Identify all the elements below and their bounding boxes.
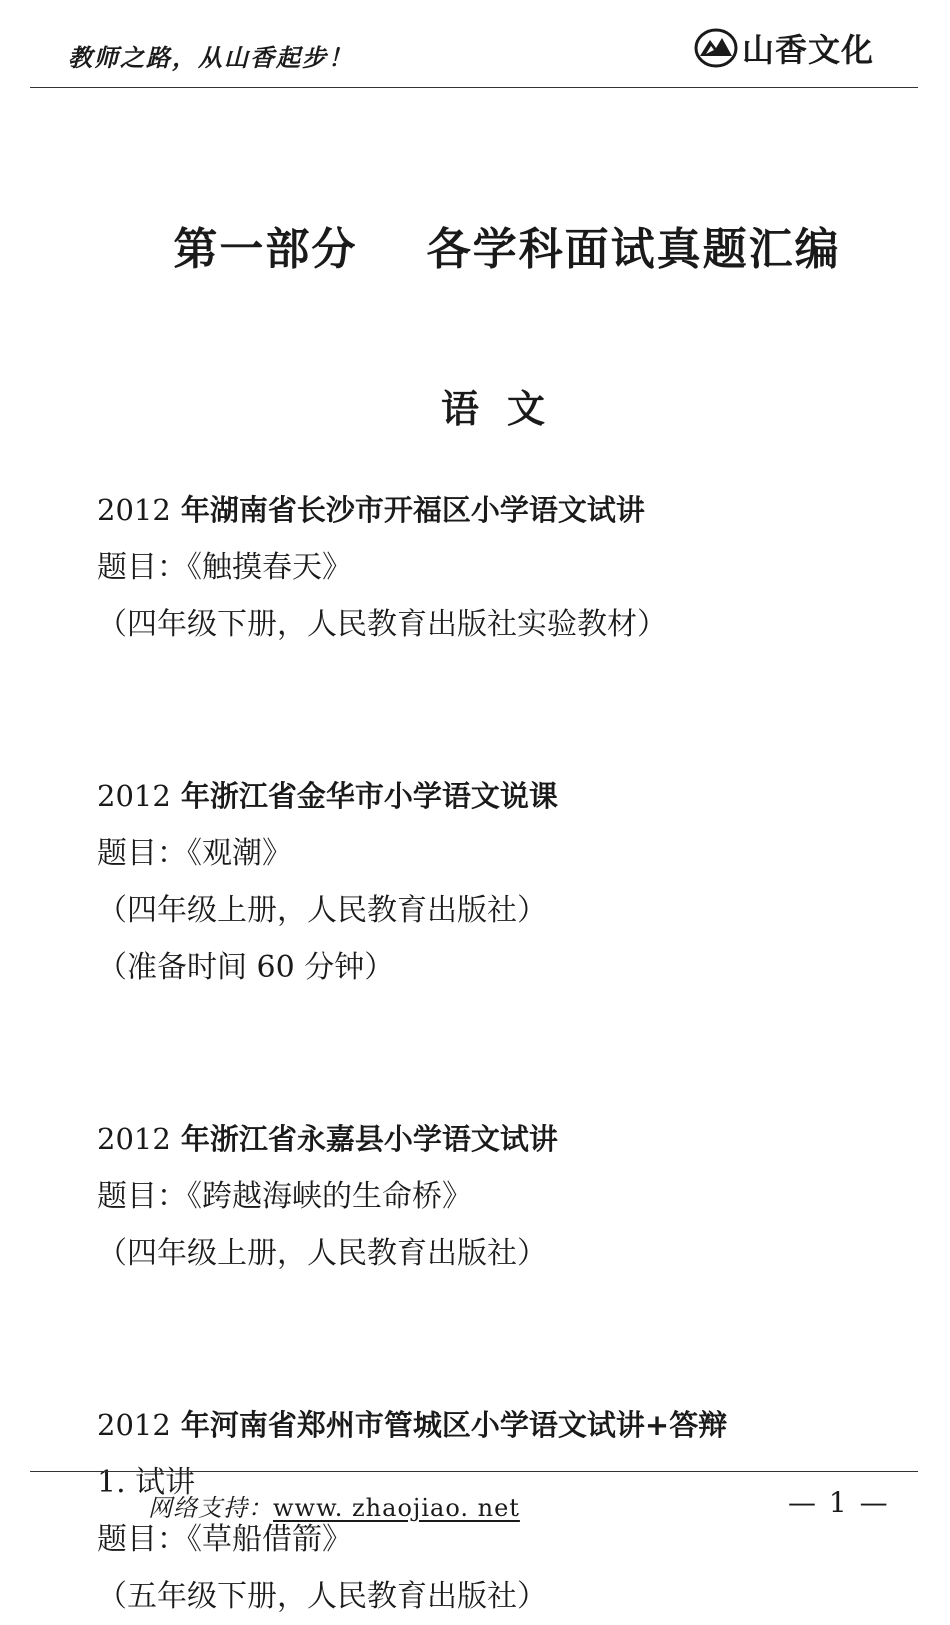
section-title [97,768,897,825]
website-link[interactable]: www. zhaojiao. net [273,1494,520,1522]
textbook-line: （四年级上册，人民教育出版社） [97,1236,547,1271]
page-number: — 1 — [788,1486,890,1519]
section-year: 2012 [97,493,171,527]
textbook-line: （四年级下册，人民教育出版社实验教材） [97,607,667,642]
section-title [97,1397,897,1454]
subject-heading: 语文 [440,387,573,431]
section-jinhua [97,768,897,996]
section-changsha [97,482,897,653]
page-header [0,0,950,90]
topic-line: 题目：《跨越海峡的生命桥》 [97,1179,472,1214]
header-divider [30,87,918,88]
section-title-text: 年浙江省金华市小学语文说课 [170,779,558,813]
publisher-logo [694,26,874,70]
section-yongjia [97,1111,897,1282]
footer-support [148,1488,520,1523]
header-slogan: 教师之路，从山香起步！ [68,43,354,72]
section-title-text: 年湖南省长沙市开福区小学语文试讲 [170,493,645,527]
section-title-text: 年河南省郑州市管城区小学语文试讲+答辩 [170,1408,728,1442]
textbook-line: （四年级上册，人民教育出版社） [97,893,547,928]
topic-line: 题目：《草船借箭》 [97,1522,352,1557]
prep-time-line: （准备时间 60 分钟） [97,950,395,985]
topic-line: 题目：《触摸春天》 [97,550,352,585]
textbook-line: （五年级下册，人民教育出版社） [97,1579,547,1614]
section-title [97,1111,897,1168]
section-title-text: 年浙江省永嘉县小学语文试讲 [170,1122,558,1156]
subitem-line: 1. 试讲 [97,1465,196,1500]
topic-line: 题目：《观潮》 [97,836,292,871]
section-year: 2012 [97,779,171,813]
section-year: 2012 [97,1408,171,1442]
support-label: 网络支持： [148,1494,273,1522]
logo-text: 山香文化 [742,31,875,69]
section-title [97,482,897,539]
content-body [97,482,897,1625]
page-title: 第一部分 各学科面试真题汇编 [173,224,841,275]
mountain-logo-icon [694,26,738,70]
section-year: 2012 [97,1122,171,1156]
footer-divider [30,1471,918,1472]
